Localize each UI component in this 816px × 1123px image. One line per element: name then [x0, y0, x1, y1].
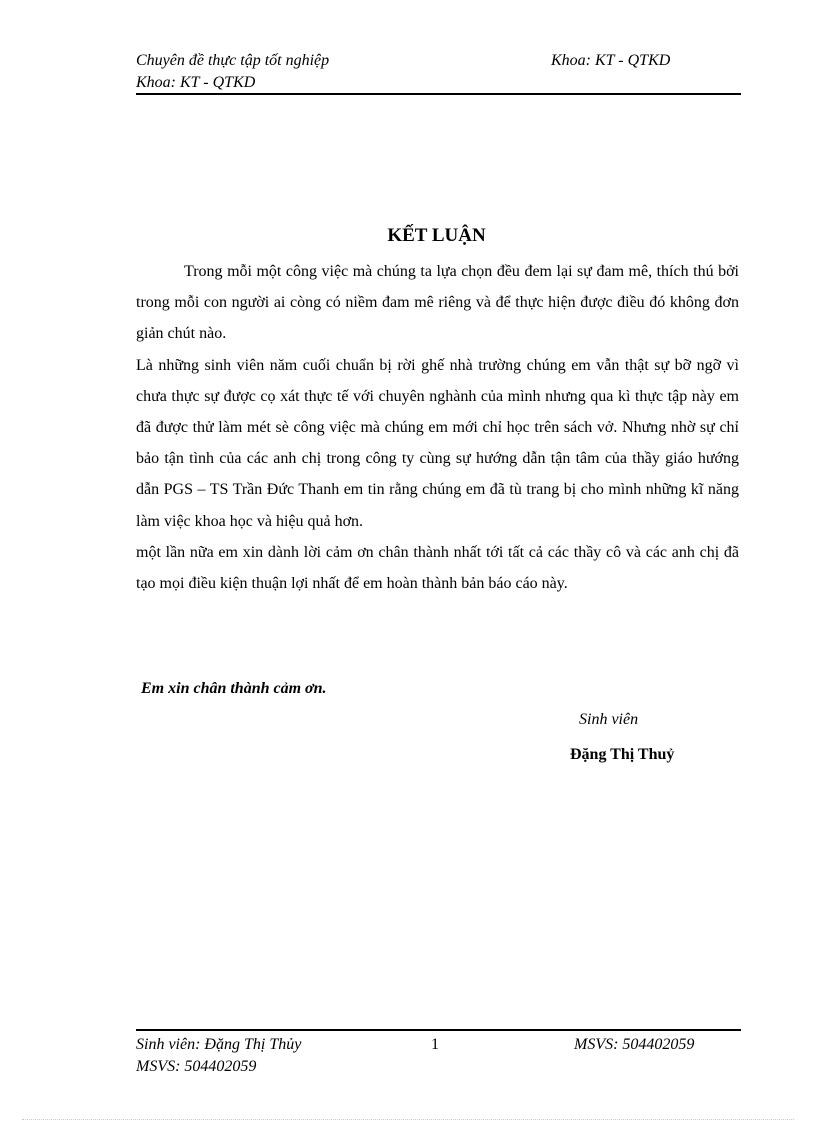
- header-left-title: Chuyên đề thực tập tốt nghiệp: [136, 52, 330, 69]
- body-paragraph: một lần nữa em xin dành lời cảm ơn chân thành nhất tới tất cả các thầy cô và các anh chị đã tạo mọi điều kiện thuận lợi nhất để em hoàn thành bản báo cáo này.: [136, 543, 739, 593]
- footer-left-student-id: MSVS: 504402059: [136, 1058, 257, 1075]
- closing-thanks: Em xin chân thành cảm ơn.: [141, 680, 327, 697]
- body-paragraph: Trong mỗi một công việc mà chúng ta lựa chọn đều đem lại sự đam mê, thích thú bởi trong mỗi con người ai còng có niềm đam mê riêng và để thực hiện được điều đó không đơn giản chút nào.: [136, 263, 739, 343]
- footer-right-student-id: MSVS: 504402059: [574, 1036, 695, 1053]
- signature-name: Đặng Thị Thuỷ: [570, 746, 675, 763]
- signature-role: Sinh viên: [579, 711, 639, 728]
- header-rule: [136, 93, 741, 95]
- footer-left-student: Sinh viên: Đặng Thị Thủy: [136, 1036, 302, 1053]
- page-edge-divider: [22, 1119, 794, 1120]
- page-number: 1: [431, 1036, 439, 1053]
- body-paragraph: Là những sinh viên năm cuối chuẩn bị rời ghế nhà trường chúng em vẫn thật sự bỡ ngỡ vì chưa thực sự được cọ xát thực tế với chuyên nghành của mình nhưng qua kì thực tập này em đã được thử làm mét sè công việc mà chúng em mới chỉ học trên sách vở. Nhưng nhờ sự chỉ bảo tận tình của các anh chị trong công ty cùng sự hướng dẫn tận tâm của thầy giáo hướng dẫn PGS – TS Trần Đức Thanh em tin rằng chúng em đã tù trang bị cho mình những kĩ năng làm việc khoa học và hiệu quả hơn.: [136, 356, 739, 530]
- page-title: KẾT LUẬN: [387, 225, 486, 246]
- footer-rule: [136, 1029, 741, 1031]
- header-left-department: Khoa: KT - QTKD: [136, 74, 256, 91]
- header-right-department: Khoa: KT - QTKD: [551, 52, 671, 69]
- document-body: [136, 256, 739, 599]
